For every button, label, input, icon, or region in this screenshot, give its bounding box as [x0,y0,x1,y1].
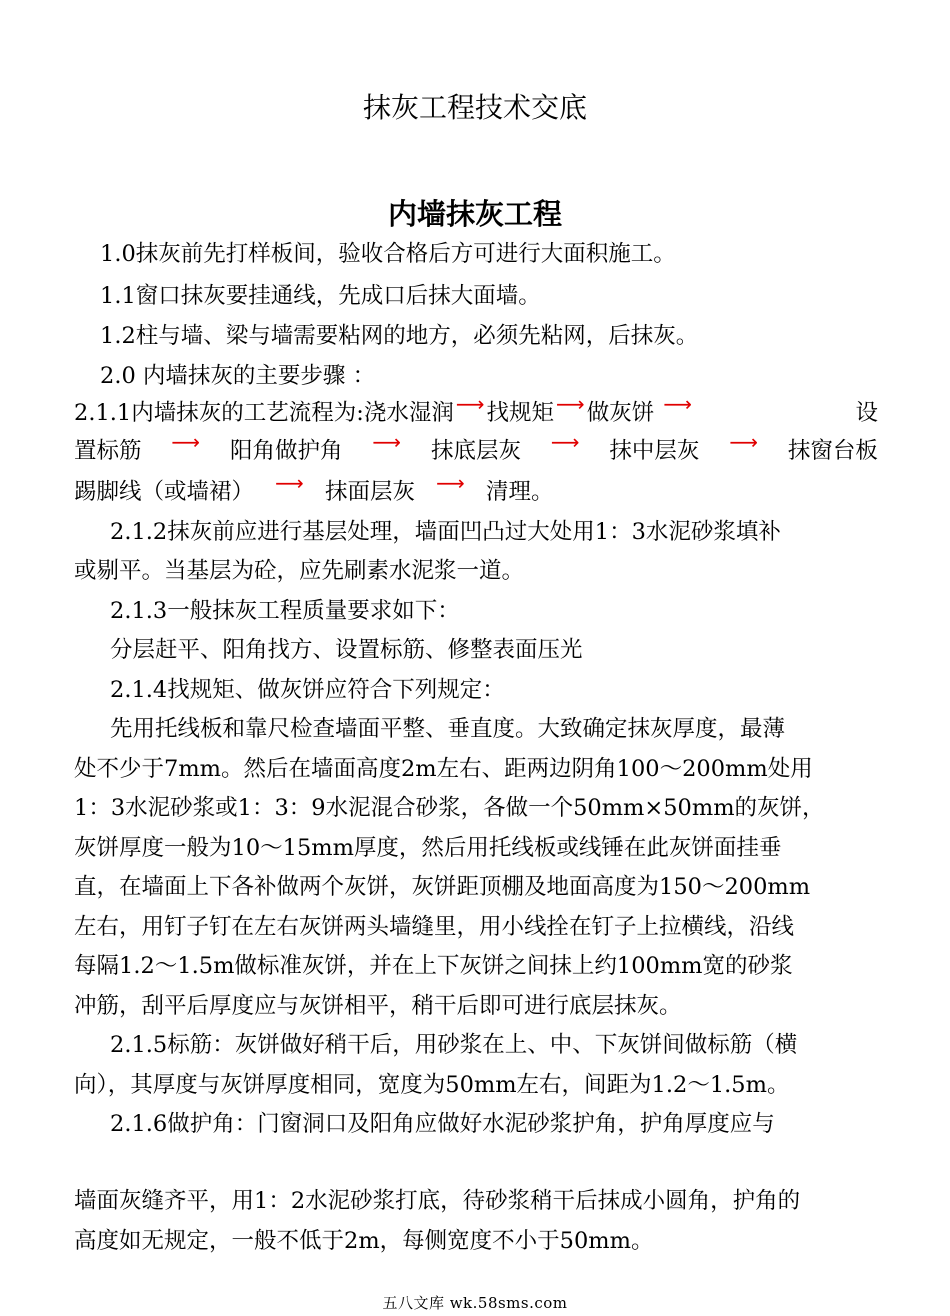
arrow-right-icon: ⟶ [171,430,201,454]
flow-row-3 [74,471,554,510]
text-line-2-1-6-b: 墙面灰缝齐平，用1：2水泥砂浆打底，待砂浆稍干后抹成小圆角，护角的 [74,1188,801,1214]
flow-step: 置标筋 [74,438,142,464]
arrow-right-icon: ⟶ [556,392,585,416]
flow-step: 抹底层灰 [430,438,521,464]
flow-step: 抹窗台板 [787,438,878,464]
paragraph-line: 先用托线板和靠尺检查墙面平整、垂直度。大致确定抹灰厚度，最薄 [110,716,786,742]
paragraph-line: 直，在墙面上下各补做两个灰饼，灰饼距顶棚及地面高度为150～200mm [74,874,811,900]
paragraph-line: 1：3水泥砂浆或1：3：9水泥混合砂浆，各做一个50mm×50mm的灰饼， [74,795,825,821]
text-line-2-1-6-a: 2.1.6做护角：门窗洞口及阳角应做好水泥砂浆护角，护角厚度应与 [110,1111,775,1137]
text-line-1-2: 1.2柱与墙、梁与墙需要粘网的地方，必须先粘网，后抹灰。 [100,323,699,349]
flow-row-2 [74,430,878,469]
paragraph-line: 冲筋，刮平后厚度应与灰饼相平，稍干后即可进行底层抹灰。 [74,993,682,1019]
arrow-right-icon: ⟶ [275,471,304,495]
flow-step: 2.1.1内墙抹灰的工艺流程为:浇水湿润 [74,400,454,426]
flow-step: 抹中层灰 [609,438,700,464]
flow-step: 踢脚线（或墙裙） [74,479,255,505]
arrow-right-icon: ⟶ [550,430,580,454]
footer-watermark: 五八文库 wk.58sms.com [382,1294,568,1312]
text-line-2-1-3-b: 分层赶平、阳角找方、设置标筋、修整表面压光 [110,637,583,663]
flow-step: 抹面层灰 [325,479,416,505]
text-line-1-0: 1.0抹灰前先打样板间，验收合格后方可进行大面积施工。 [100,241,676,267]
paragraph-line: 处不少于7mm。然后在墙面高度2m左右、距两边阴角100～200mm处用 [74,756,813,782]
arrow-right-icon: ⟶ [455,392,485,416]
arrow-right-icon: ⟶ [436,471,465,495]
arrow-right-icon: ⟶ [729,430,758,454]
flow-step: 清理。 [486,479,554,505]
text-line-1-1: 1.1窗口抹灰要挂通线，先成口后抹大面墙。 [100,283,541,309]
document-title: 抹灰工程技术交底 [362,91,587,124]
text-line-2-1-5-a: 2.1.5标筋：灰饼做好稍干后，用砂浆在上、中、下灰饼间做标筋（横 [110,1032,798,1058]
text-line-2-1-3-a: 2.1.3一般抹灰工程质量要求如下： [110,598,460,624]
paragraph-line: 左右，用钉子钉在左右灰饼两头墙缝里，用小线拴在钉子上拉横线，沿线 [74,914,795,940]
text-line-2-1-5-b: 向），其厚度与灰饼厚度相同，宽度为50mm左右，间距为1.2～1.5m。 [74,1072,790,1098]
arrow-right-icon: ⟶ [372,430,402,454]
arrow-right-icon: ⟶ [663,392,693,416]
text-line-2-1-2-b: 或剔平。当基层为砼，应先刷素水泥浆一道。 [74,558,525,584]
paragraph-line: 每隔1.2～1.5m做标准灰饼，并在上下灰饼之间抹上约100mm宽的砂浆 [74,953,793,979]
flow-step: 阳角做护角 [229,438,343,464]
flow-step: 找规矩 [486,400,555,426]
text-line-2-1-4-head: 2.1.4找规矩、做灰饼应符合下列规定： [110,677,505,703]
section-title: 内墙抹灰工程 [387,197,562,231]
flow-step: 做灰饼 [586,400,655,426]
paragraph-line: 灰饼厚度一般为10～15mm厚度，然后用托线板或线锤在此灰饼面挂垂 [74,835,782,861]
flow-step: 设 [855,400,878,426]
text-line-2-0: 2.0 内墙抹灰的主要步骤 ： [100,363,376,389]
text-line-2-1-2-a: 2.1.2抹灰前应进行基层处理，墙面凹凸过大处用1：3水泥砂浆填补 [110,519,781,545]
text-line-2-1-6-c: 高度如无规定，一般不低于2m，每侧宽度不小于50mm。 [74,1228,654,1254]
